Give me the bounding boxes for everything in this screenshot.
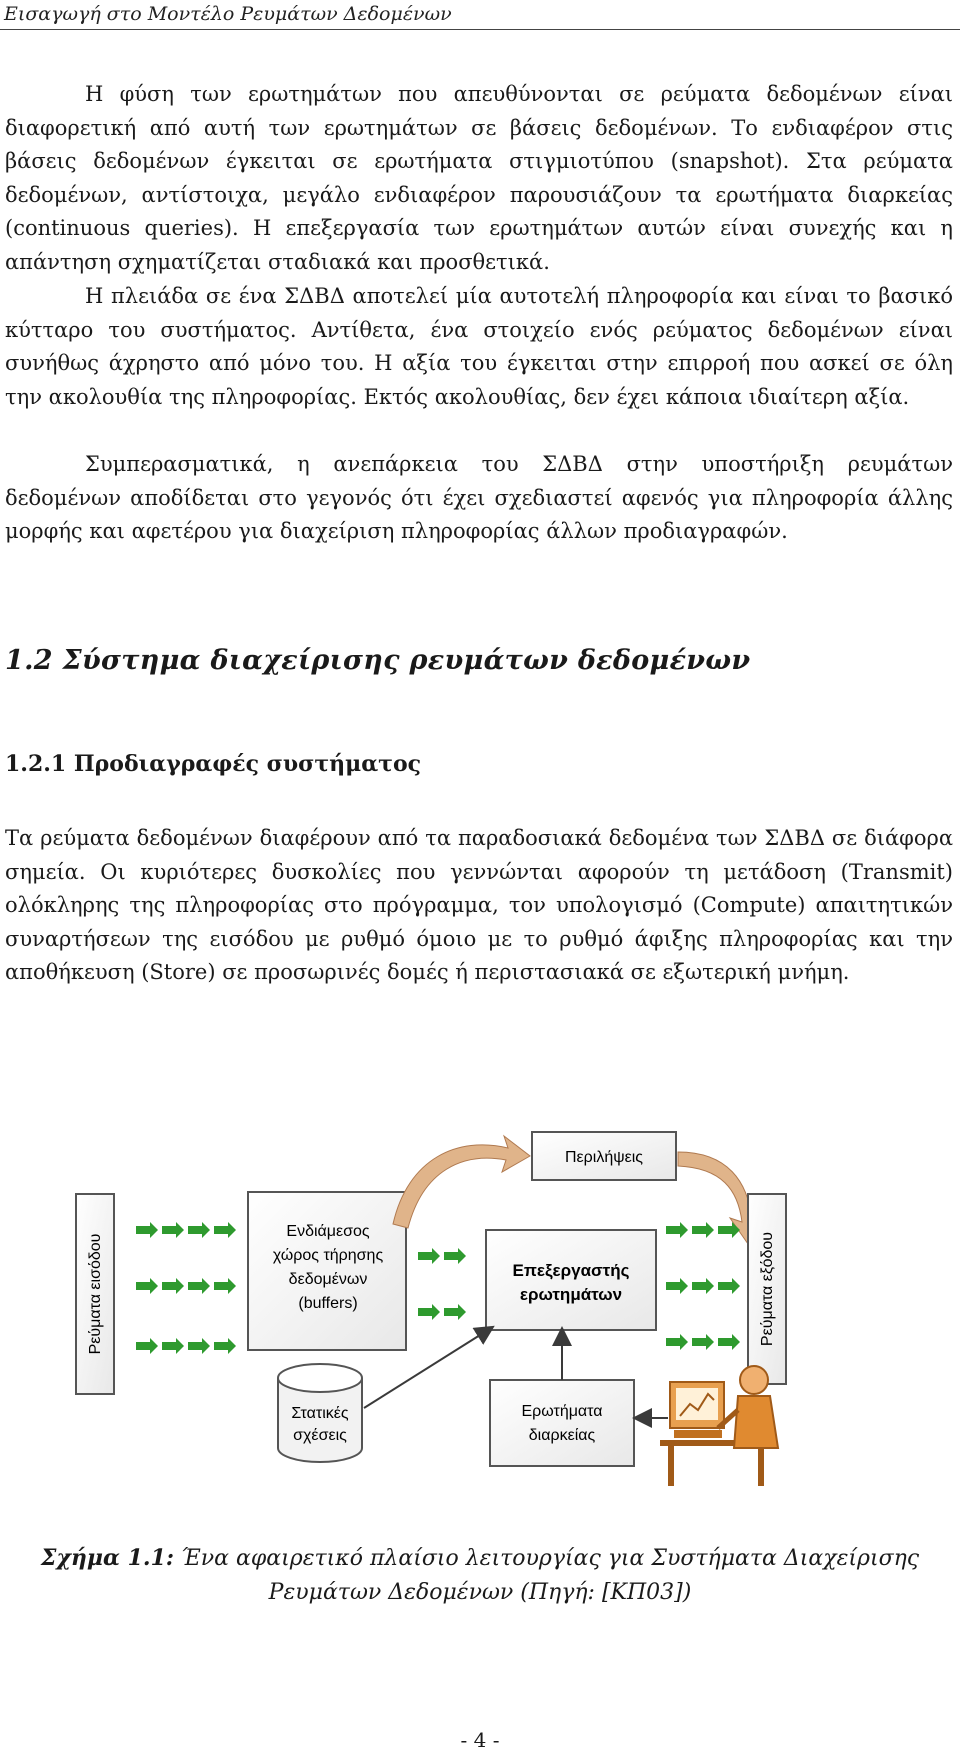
curved-arrow-to-summaries xyxy=(393,1136,530,1228)
person-body xyxy=(734,1396,778,1448)
person-head xyxy=(740,1366,768,1394)
input-arrow xyxy=(188,1222,210,1238)
continuous-queries-line: διαρκείας xyxy=(528,1427,596,1444)
output-streams-box xyxy=(748,1194,786,1384)
static-relations-line: σχέσεις xyxy=(293,1427,347,1444)
caption-label: Σχήμα 1.1: xyxy=(40,1545,174,1571)
input-streams-label: Ρεύματα εισόδου xyxy=(87,1233,104,1355)
static-relations-line: Στατικές xyxy=(291,1405,349,1422)
user-computer-icon xyxy=(660,1366,778,1486)
buffers-line: δεδομένων xyxy=(288,1271,368,1288)
page-number: - 4 - xyxy=(460,1728,500,1752)
output-arrow xyxy=(692,1334,714,1350)
buffers-line: Ενδιάμεσος xyxy=(286,1223,370,1240)
buffers-line: (buffers) xyxy=(298,1295,358,1312)
keyboard xyxy=(674,1430,722,1438)
input-arrow xyxy=(162,1222,184,1238)
output-arrow xyxy=(718,1334,740,1350)
input-arrows xyxy=(136,1222,236,1354)
cylinder-top xyxy=(278,1364,362,1392)
paragraph-3: Συμπερασματικά, η ανεπάρκεια του ΣΔΒΔ στην υποστήριξη ρευμάτων δεδομένων αποδίδεται στο γεγονός ότι έχει σχεδιαστεί αφενός για πληροφορία άλλης μορφής και αφετέρου για διαχείριση πληροφορίας άλλων προδιαγραφών. xyxy=(5,452,953,544)
processor-line: ερωτημάτων xyxy=(519,1285,623,1304)
buffer-to-processor-arrows xyxy=(418,1248,466,1320)
buffers-line: χώρος τήρησης xyxy=(272,1247,384,1264)
continuous-queries-line: Ερωτήματα xyxy=(521,1403,603,1420)
input-arrow xyxy=(162,1278,184,1294)
monitor-screen xyxy=(676,1388,718,1420)
processor-rect xyxy=(486,1230,656,1330)
summaries-label: Περιλήψεις xyxy=(564,1149,644,1166)
output-arrow xyxy=(666,1334,688,1350)
input-arrow xyxy=(188,1338,210,1354)
processor-line: Επεξεργαστής xyxy=(512,1261,630,1280)
input-arrow xyxy=(214,1338,236,1354)
paragraph-4: Τα ρεύματα δεδομένων διαφέρουν από τα παραδοσιακά δεδομένα των ΣΔΒΔ σε διάφορα σημεία. Οι κυριότερες δυσκολίες που γεννώνται αφορούν τη μετάδοση (Transmit) ολόκληρης της πληροφορίας στο πρόγραμμα, τον υπολογισμό (Compute) απαιτητικών συναρτήσεων της εισόδου με ρυθμό όμοιο με το ρυθμό άφιξης πληροφορίας και την αποθήκευση (Store) σε προσωρινές δομές ή περιστασιακά σε εξωτερική μνήμη. xyxy=(5,826,953,985)
continuous-queries-box xyxy=(490,1380,634,1466)
output-arrow xyxy=(692,1222,714,1238)
caption-line-2: Ρευμάτων Δεδομένων (Πηγή: [ΚΠ03]) xyxy=(268,1580,692,1605)
output-streams-label: Ρεύματα εξόδου xyxy=(759,1231,776,1347)
header-title: Εισαγωγή στο Μοντέλο Ρευμάτων Δεδομένων xyxy=(4,3,452,25)
mid-arrow xyxy=(444,1304,466,1320)
caption-text: Ένα αφαιρετικό πλαίσιο λειτουργίας για Συστήματα Διαχείρισης xyxy=(181,1546,920,1571)
input-arrow xyxy=(214,1222,236,1238)
static-relations-cylinder xyxy=(278,1364,362,1462)
output-arrow xyxy=(718,1278,740,1294)
page-header xyxy=(0,0,960,30)
paragraph-1: Η φύση των ερωτημάτων που απευθύνονται σε ρεύματα δεδομένων είναι διαφορετική από αυτή των ερωτημάτων σε βάσεις δεδομένων. Το ενδιαφέρον στις βάσεις δεδομένων έγκειται σε ερωτήματα στιγμιοτύπου (snapshot). Στα ρεύματα δεδομένων, αντίστοιχα, μεγάλο ενδιαφέρον παρουσιάζουν τα ερωτήματα διαρκείας (continuous queries). Η επεξεργασία των ερωτημάτων αυτών είναι συνεχής και η απάντηση σχηματίζεται σταδιακά και προσθετικά. xyxy=(5,82,953,274)
mid-arrow xyxy=(418,1248,440,1264)
input-arrow xyxy=(214,1278,236,1294)
input-streams-box xyxy=(76,1194,114,1394)
output-arrows xyxy=(666,1222,740,1350)
query-processor-box xyxy=(486,1230,656,1330)
diagram-svg xyxy=(58,1118,938,1518)
input-arrow xyxy=(162,1338,184,1354)
output-arrow xyxy=(666,1278,688,1294)
buffers-box xyxy=(248,1192,406,1350)
desk-leg xyxy=(758,1446,764,1486)
mid-arrow xyxy=(444,1248,466,1264)
figure-diagram xyxy=(58,1118,938,1518)
section-heading: 1.2 Σύστημα διαχείρισης ρευμάτων δεδομένων xyxy=(5,645,751,676)
summaries-box xyxy=(532,1132,676,1180)
input-arrow xyxy=(136,1338,158,1354)
input-arrow xyxy=(188,1278,210,1294)
input-arrow xyxy=(136,1222,158,1238)
continuous-queries-rect xyxy=(490,1380,634,1466)
mid-arrow xyxy=(418,1304,440,1320)
output-arrow xyxy=(692,1278,714,1294)
desk-leg xyxy=(668,1446,674,1486)
paragraph-2: Η πλειάδα σε ένα ΣΔΒΔ αποτελεί μία αυτοτελή πληροφορία και είναι το βασικό κύτταρο του συστήματος. Αντίθετα, ένα στοιχείο ενός ρεύματος δεδομένων είναι συνήθως άχρηστο από μόνο του. Η αξία του έγκειται στην επιρροή που ασκεί σε όλη την ακολουθία της πληροφορίας. Εκτός ακολουθίας, δεν έχει κάποια ιδιαίτερη αξία. xyxy=(5,284,953,409)
input-arrow xyxy=(136,1278,158,1294)
subsection-heading: 1.2.1 Προδιαγραφές συστήματος xyxy=(5,751,422,777)
caption-line-1 xyxy=(0,1541,960,1576)
output-arrow xyxy=(666,1222,688,1238)
figure-caption xyxy=(0,1541,960,1610)
